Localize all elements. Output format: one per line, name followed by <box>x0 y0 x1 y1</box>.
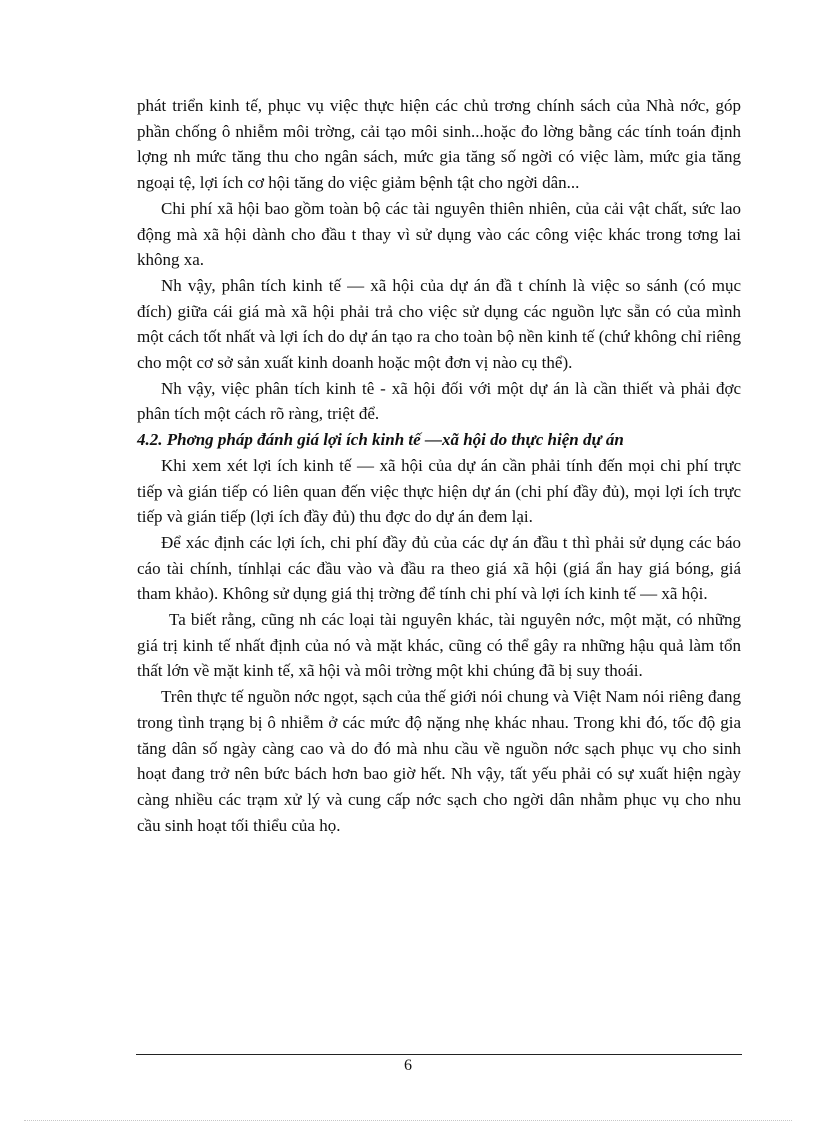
footer-divider <box>136 1054 742 1055</box>
paragraph-social-price: Để xác định các lợi ích, chi phí đầy đủ của các dự án đầu t thì phải sử dụng các báo cáo tài chính, tínhlại các đầu vào và đầu ra theo giá xã hội (giá ẩn hay giá bóng, giá tham khảo). Không sử dụng giá thị trờng để tính chi phí và lợi ích kinh tế — xã hội. <box>137 532 741 604</box>
paragraph-social-cost: Chi phí xã hội bao gồm toàn bộ các tài nguyên thiên nhiên, của cải vật chất, sức lao động mà xã hội dành cho đầu t thay vì sử dụng vào các công việc khác trong tơng lai không xa. <box>137 198 741 270</box>
page-bottom-edge <box>24 1120 792 1121</box>
paragraph-clean-water: Trên thực tế nguồn nớc ngọt, sạch của thế giới nói chung và Việt Nam nói riêng đang trong tình trạng bị ô nhiễm ở các mức độ nặng nhẹ khác nhau. Trong khi đó, tốc độ gia tăng dân số ngày càng cao và do đó mà nhu cầu về nguồn nớc sạch phục vụ cho sinh hoạt đang trở nên bức bách hơn bao giờ hết. Nh vậy, tất yếu phải có sự xuất hiện ngày càng nhiều các trạm xử lý và cung cấp nớc sạch cho ngời dân nhằm phục vụ cho nhu cầu sinh hoạt tối thiểu của họ. <box>137 687 741 835</box>
section-heading: 4.2. Phơng pháp đánh giá lợi ích kinh tế —xã hội do thực hiện dự án <box>137 430 624 450</box>
paragraph-water-resources: Ta biết rằng, cũng nh các loại tài nguyên khác, tài nguyên nớc, một mặt, có những giá trị kinh tế nhất định của nó và mặt khác, cũng có thể gây ra những hậu quả làm tổn thất lớn về mặt kinh tế, xã hội và môi trờng một khi chúng đã bị suy thoái. <box>137 610 741 681</box>
paragraph-full-cost: Khi xem xét lợi ích kinh tế — xã hội của dự án cần phải tính đến mọi chi phí trực tiếp và gián tiếp có liên quan đến việc thực hiện dự án (chi phí đầy đủ), mọi lợi ích trực tiếp và gián tiếp (lợi ích đầy đủ) thu đợc do dự án đem lại. <box>137 455 741 527</box>
page-number: 6 <box>404 1057 412 1074</box>
paragraph-conclusion: Nh vậy, việc phân tích kinh tê - xã hội đối với một dự án là cần thiết và phải đợc phân tích một cách rõ ràng, triệt để. <box>137 378 741 424</box>
paragraph-continuation: phát triển kinh tế, phục vụ việc thực hiện các chủ trơng chính sách của Nhà nớc, góp phần chống ô nhiễm môi trờng, cải tạo môi sinh...hoặc đo lờng bằng các tính toán định lợng nh mức tăng thu cho ngân sách, mức gia tăng số ngời có việc làm, mức gia tăng ngoại tệ, lợi ích cơ hội tăng do việc giảm bệnh tật cho ngời dân... <box>137 96 741 193</box>
paragraph-economic-analysis: Nh vậy, phân tích kinh tế — xã hội của dự án đầ t chính là việc so sánh (có mục đích) giữa cái giá mà xã hội phải trả cho việc sử dụng các nguồn lực sẵn có của mình một cách tốt nhất và lợi ích do dự án tạo ra cho toàn bộ nền kinh tế (chứ không chỉ riêng cho một cơ sở sản xuất kinh doanh hoặc một đơn vị nào cụ thể). <box>137 275 741 373</box>
body-text <box>137 93 741 838</box>
